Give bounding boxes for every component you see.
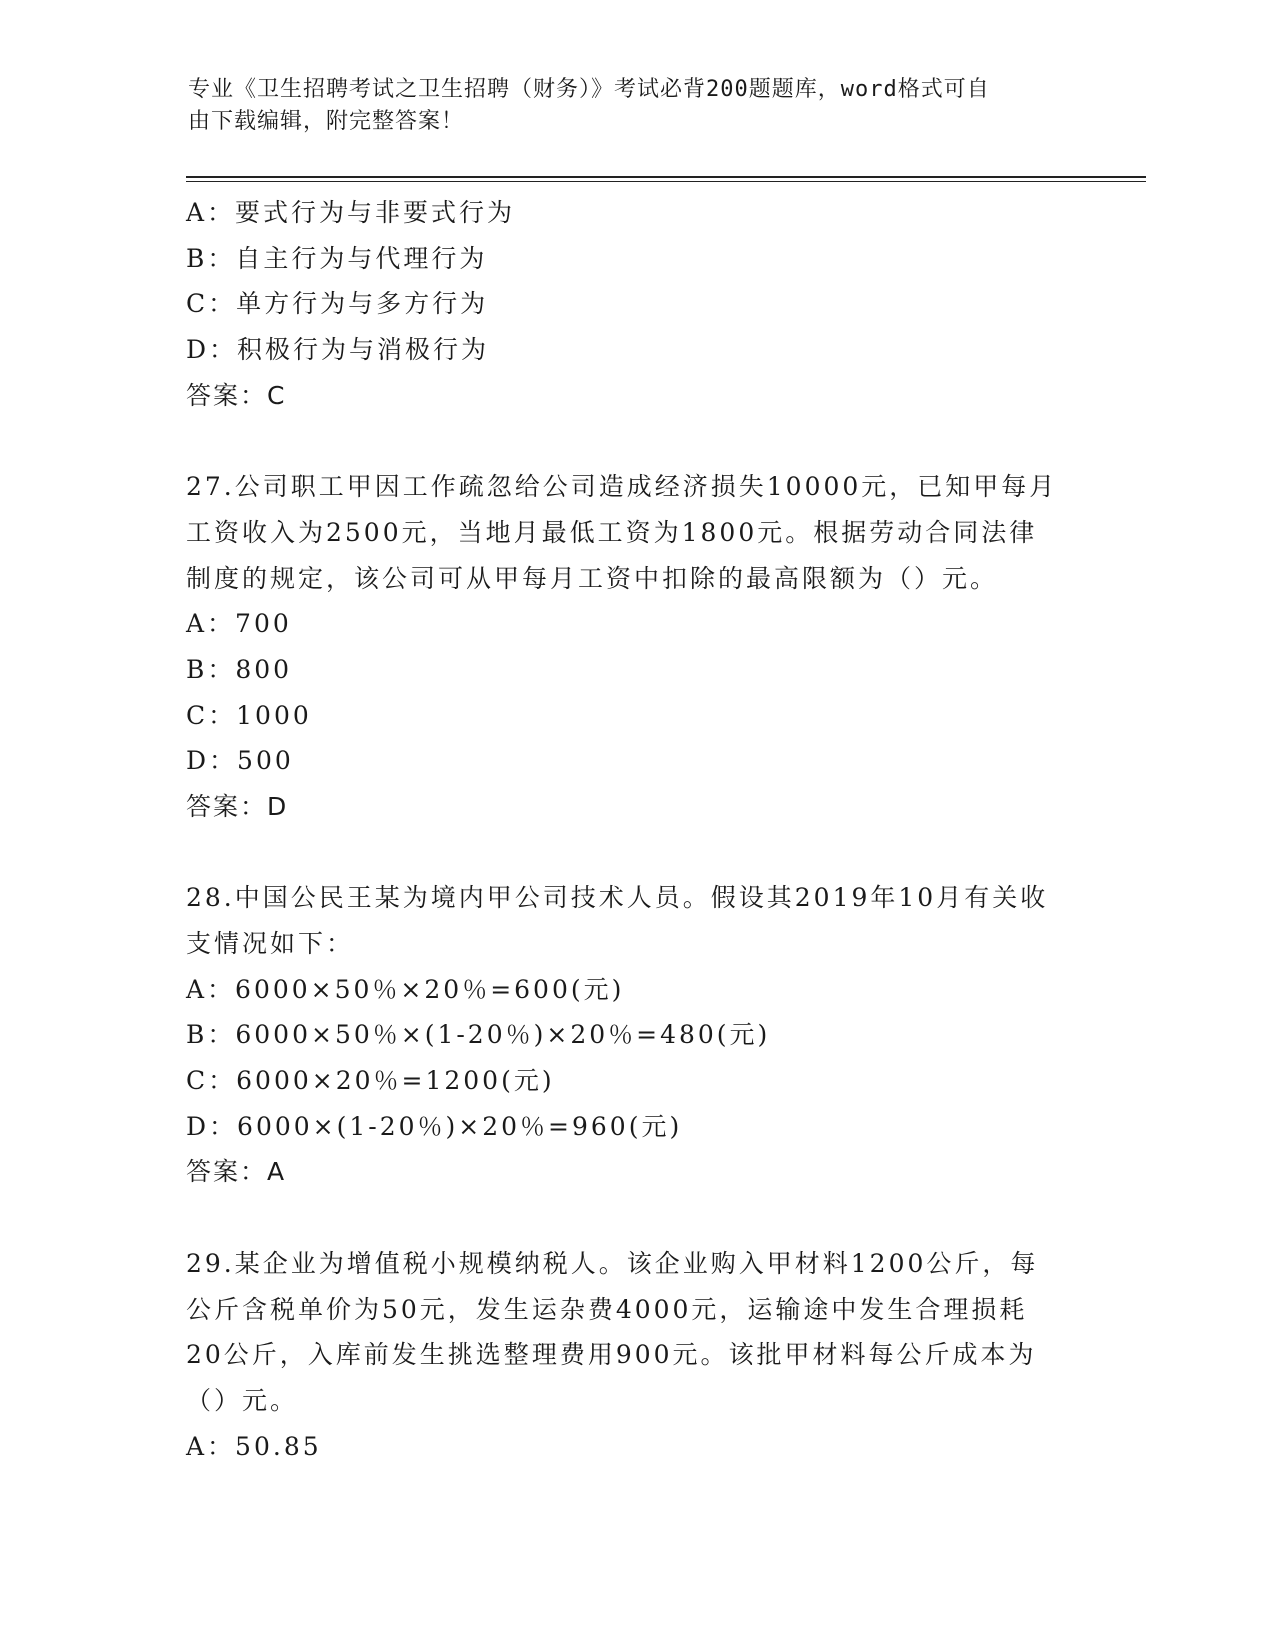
- question-29: [186, 1241, 1086, 1469]
- question-stem-line: 制度的规定，该公司可从甲每月工资中扣除的最高限额为（）元。: [186, 563, 999, 593]
- option-c: C：单方行为与多方行为: [186, 289, 489, 319]
- question-stem-line: （）元。: [186, 1385, 299, 1415]
- question-26: [186, 190, 1086, 418]
- header-line-2: 由下载编辑，附完整答案！: [188, 109, 465, 134]
- option-b: B：自主行为与代理行为: [186, 243, 488, 273]
- question-27: [186, 464, 1086, 830]
- question-list: [186, 190, 1086, 1469]
- header-line-1: 专业《卫生招聘考试之卫生招聘（财务）》考试必背200题题库，word格式可自: [188, 77, 990, 102]
- option-b: B：800: [186, 654, 293, 684]
- option-d: D：6000×(1-20％)×20％=960(元): [186, 1111, 683, 1141]
- option-c: C：1000: [186, 700, 312, 730]
- option-a: A：要式行为与非要式行为: [186, 198, 516, 227]
- question-stem-line: 工资收入为2500元，当地月最低工资为1800元。根据劳动合同法律: [186, 517, 1038, 547]
- question-stem-line: 公斤含税单价为50元，发生运杂费4000元，运输途中发生合理损耗: [186, 1294, 1028, 1324]
- header-divider-thick: [186, 176, 1146, 178]
- option-d: D：积极行为与消极行为: [186, 335, 490, 365]
- question-stem-line: 20公斤，入库前发生挑选整理费用900元。该批甲材料每公斤成本为: [186, 1340, 1037, 1370]
- option-c: C：6000×20％=1200(元): [186, 1066, 555, 1096]
- answer: 答案：A: [186, 1157, 287, 1187]
- question-stem-line: 29.某企业为增值税小规模纳税人。该企业购入甲材料1200公斤，每: [186, 1248, 1039, 1278]
- question-stem-line: 支情况如下：: [186, 929, 355, 958]
- option-a: A：700: [186, 609, 292, 639]
- option-a: A：50.85: [186, 1431, 322, 1461]
- question-stem-line: 28.中国公民王某为境内甲公司技术人员。假设其2019年10月有关收: [186, 883, 1049, 913]
- answer: 答案：C: [186, 380, 287, 410]
- option-a: A：6000×50％×20％=600(元): [186, 974, 625, 1004]
- answer: 答案：D: [186, 791, 289, 821]
- option-d: D：500: [186, 746, 294, 776]
- document-header: [188, 74, 1068, 138]
- option-b: B：6000×50％×(1-20％)×20％=480(元): [186, 1020, 771, 1050]
- header-divider-thin: [186, 181, 1146, 182]
- question-28: [186, 875, 1086, 1195]
- question-stem-line: 27.公司职工甲因工作疏忽给公司造成经济损失10000元，已知甲每月: [186, 472, 1058, 502]
